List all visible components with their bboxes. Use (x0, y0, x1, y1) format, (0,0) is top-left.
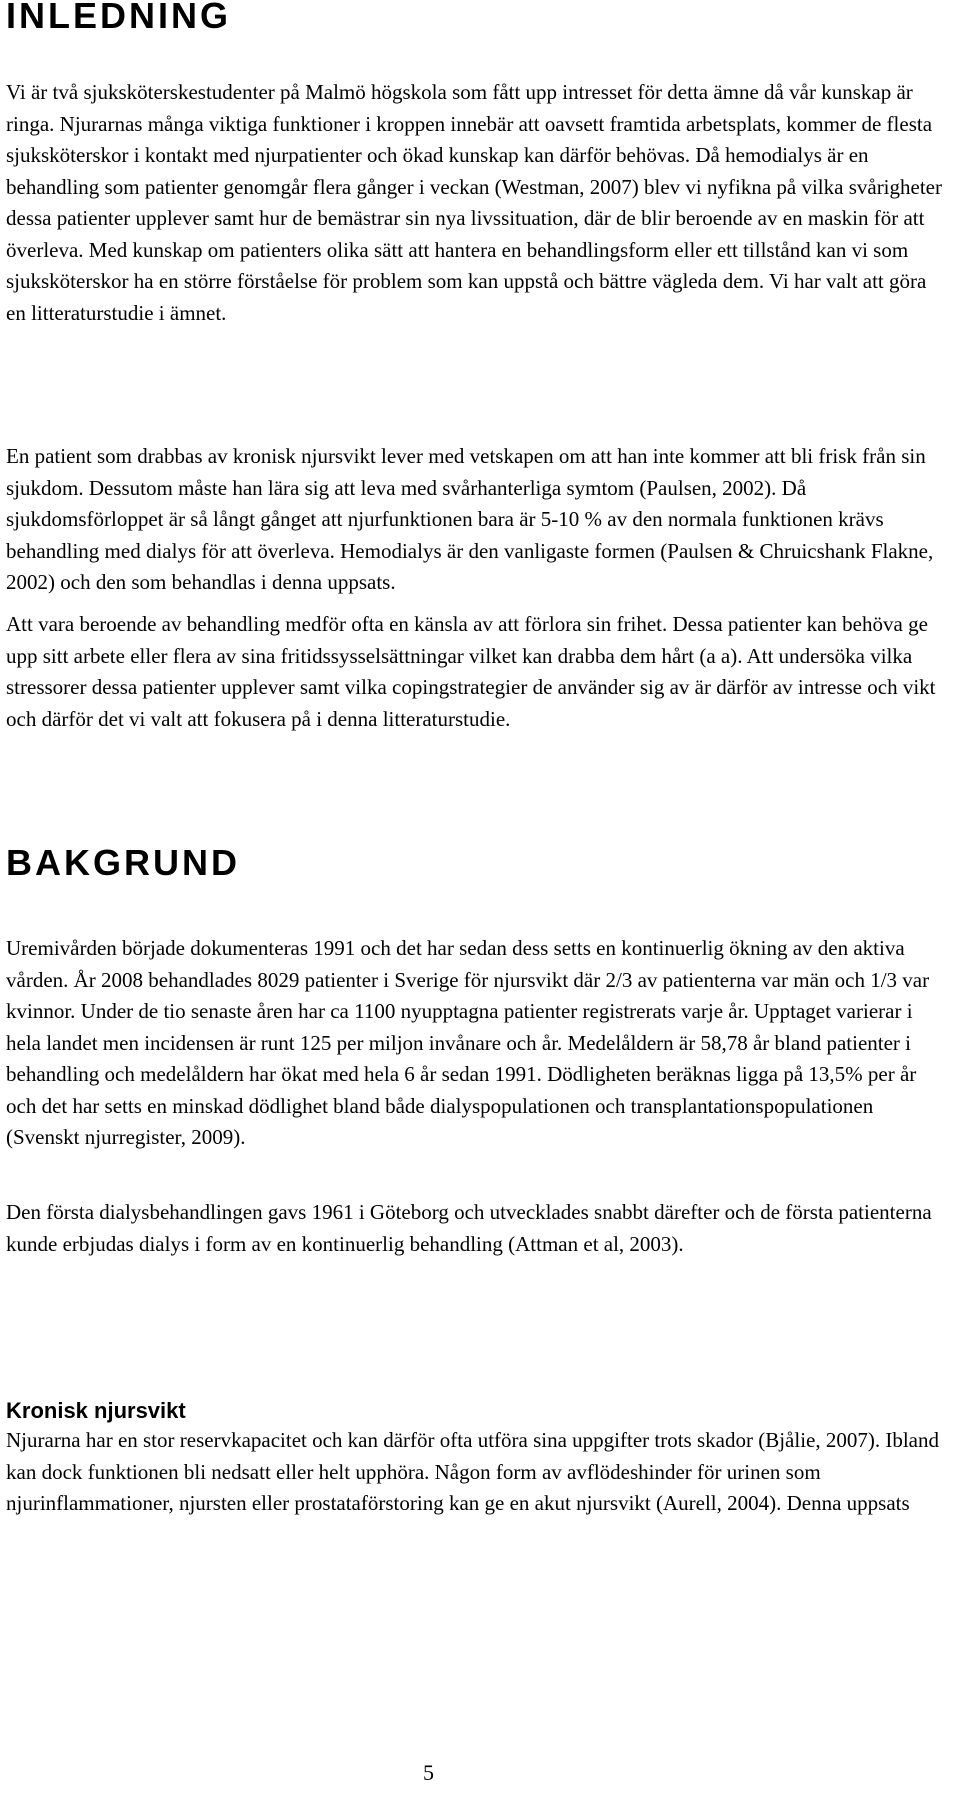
heading-bakgrund: BAKGRUND (6, 842, 240, 883)
page-number: 5 (423, 1760, 434, 1785)
paragraph-inledning-3: Att vara beroende av behandling medför ofta en känsla av att förlora sin frihet. Dessa patienter kan behöva ge upp sitt arbete eller flera av sina fritidssysselsättningar vilket kan drabba dem hårt (a a). Att undersöka vilka stressorer dessa patienter upplever samt vilka copingstrategier de använder sig av är därför av intresse och vikt och därför det vi valt att fokusera på i denna litteraturstudie. (6, 612, 936, 731)
paragraph-inledning-1: Vi är två sjuksköterskestudenter på Malmö högskola som fått upp intresset för detta ämne då vår kunskap är ringa. Njurarnas många viktiga funktioner i kroppen innebär att oavsett framtida arbetsplats, kommer de flesta sjuksköterskor i kontakt med njurpatienter och ökad kunskap kan därför behövas. Då hemodialys är en behandling som patienter genomgår flera gånger i veckan (Westman, 2007) blev vi nyfikna på vilka svårigheter dessa patienter upplever samt hur de bemästrar sin nya livssituation, där de blir beroende av en maskin för att överleva. Med kunskap om patienters olika sätt att hantera en behandlingsform eller ett tillstånd kan vi som sjuksköterskor ha en större förståelse för problem som kan uppstå och bättre vägleda dem. Vi har valt att göra en litteraturstudie i ämnet. (6, 80, 942, 325)
paragraph-bakgrund-1: Uremivården började dokumenteras 1991 och det har sedan dess setts en kontinuerlig ökning av den aktiva vården. År 2008 behandlades 8029 patienter i Sverige för njursvikt där 2/3 av patienterna var män och 1/3 var kvinnor. Under de tio senaste åren har ca 1100 nyupptagna patienter registrerats varje år. Upptaget varierar i hela landet men incidensen är runt 125 per miljon invånare och år. Medelåldern är 58,78 år bland patienter i behandling och medelåldern har ökat med hela 6 år sedan 1991. Dödligheten beräknas ligga på 13,5% per år och det har setts en minskad dödlighet bland både dialyspopulationen och transplantationspopulationen (Svenskt njurregister, 2009). (6, 936, 930, 1149)
paragraph-inledning-2: En patient som drabbas av kronisk njursvikt lever med vetskapen om att han inte kommer att bli frisk från sin sjukdom. Dessutom måste han lära sig att leva med svårhanterliga symtom (Paulsen, 2002). Då sjukdomsförloppet är så långt gånget att njurfunktionen bara är 5-10 % av den normala funktionen krävs behandling med dialys för att överleva. Hemodialys är den vanligaste formen (Paulsen & Chruicshank Flakne, 2002) och den som behandlas i denna uppsats. (6, 444, 934, 594)
paragraph-kronisk-1: Njurarna har en stor reservkapacitet och kan därför ofta utföra sina uppgifter trots skador (Bjålie, 2007). Ibland kan dock funktionen bli nedsatt eller helt upphöra. Någon form av avflödeshinder för urinen som njurinflammationer, njursten eller prostataförstoring kan ge en akut njursvikt (Aurell, 2004). Denna uppsats (6, 1428, 939, 1515)
heading-kronisk-njursvikt: Kronisk njursvikt (6, 1398, 186, 1423)
paragraph-bakgrund-2: Den första dialysbehandlingen gavs 1961 i Göteborg och utvecklades snabbt därefter och de första patienterna kunde erbjudas dialys i form av en kontinuerlig behandling (Attman et al, 2003). (6, 1200, 932, 1256)
heading-inledning: INLEDNING (6, 0, 231, 36)
